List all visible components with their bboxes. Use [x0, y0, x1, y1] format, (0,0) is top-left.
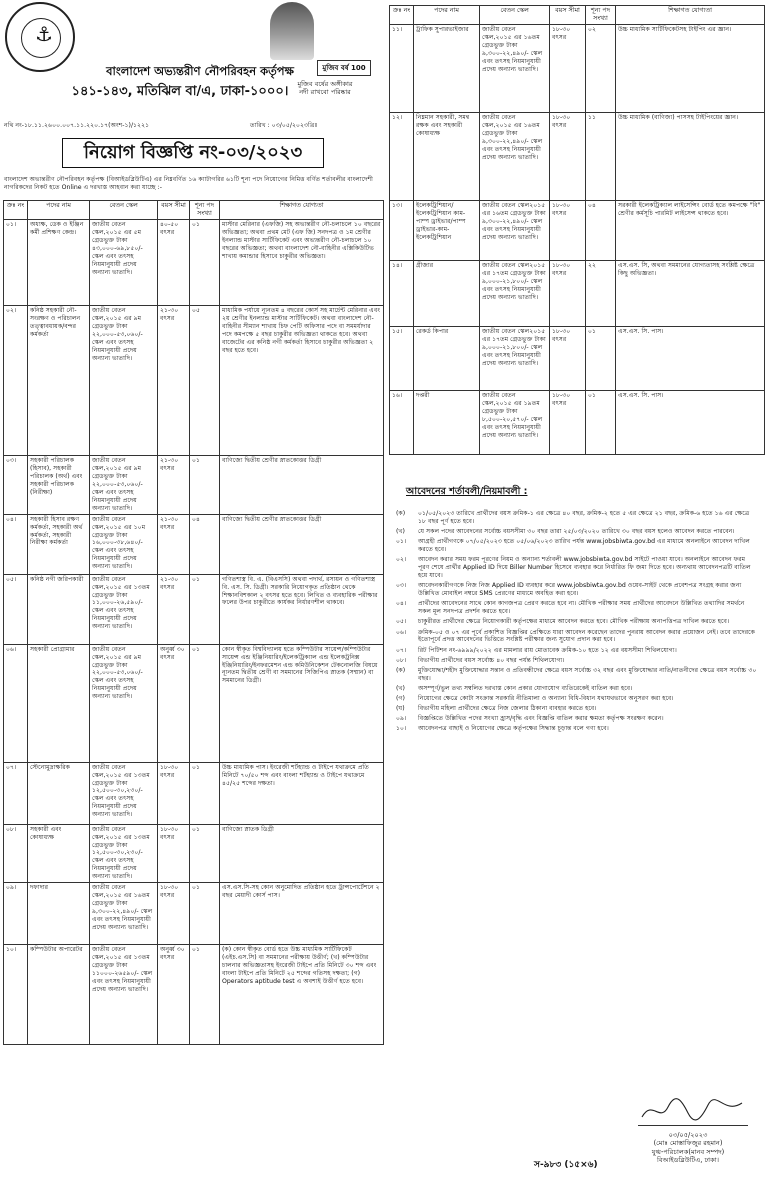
memo-number: নথি নং-১৮.১১.২৬০০.০০৭.১১.২২০.১৭(অংশ-১)/১২২১: [4, 122, 150, 129]
cell-qualification: কোন স্বীকৃত বিশ্ববিদ্যালয় হতে কম্পিউটার সায়েন্স/কম্পিউটার সায়েন্স এন্ড ইঞ্জিনিয়ারিং/ইলেকট্রিক্যাল এন্ড ইলেকট্রনিক্স ইঞ্জিনিয়ারিং/ইনফরমেশন এন্ড কমিউনিকেশন টেকনোলজি বিষয়ে ন্যূনতম দ্বিতীয় শ্রেণী বা সমমানের সিজিপিএ স্নাতক (সম্মান) বা সমমানের ডিগ্রী।: [220, 644, 384, 762]
cell-age: ১৮-৩০ বৎসর: [158, 883, 190, 945]
portrait-image: [270, 2, 314, 60]
table-row: [4, 824, 384, 883]
cell-sl: ১০।: [4, 945, 28, 1045]
organization-name: বাংলাদেশ অভ্যন্তরীণ নৌপরিবহন কর্তৃপক্ষ: [106, 64, 294, 78]
anchor-icon: ⚓: [35, 22, 53, 46]
cell-age: ১৮-৩০ বৎসর: [550, 327, 586, 391]
cell-age: ২১-৩০ বৎসর: [158, 514, 190, 574]
cell-vacancy: ২২: [586, 261, 616, 327]
cell-post: সহকারী প্রোগ্রামার: [28, 644, 90, 762]
header-post: পদের নাম: [414, 6, 480, 25]
condition-text: মুক্তিযোদ্ধা/শহীদ মুক্তিযোদ্ধার সন্তান ও প্রতিবন্ধীদের ক্ষেত্রে বয়স সর্বোচ্চ ৩২ বছর এবং মুক্তিযোদ্ধার নাতি/নাতনীদের ক্ষেত্রে বয়স সর্বোচ্চ ৩০ বছর।: [418, 666, 757, 682]
cell-post: নিম্নমান সহকারী, সমন্ব রক্ষক এবং সহকারী কোষাধ্যক্ষ: [414, 113, 480, 201]
condition-item: [396, 695, 758, 703]
condition-number: (খ): [396, 684, 405, 692]
cell-age: ১৮-৩০ বৎসর: [550, 113, 586, 201]
condition-text: আগ্রহী প্রার্থীগণকে ০৭/০৫/২০২৩ হতে ০৫/০৬/২০২৩ তারিখ পর্যন্ত www.jobsbiwta.gov.bd এর মাধ্যমে অনলাইনে আবেদন দাখিল করতে হবে।: [418, 538, 750, 554]
signatory-designation: যুগ্ম-পরিচালক(মানব সম্পদ): [651, 1147, 725, 1156]
table-row: [390, 327, 765, 391]
condition-number: ০৭।: [396, 646, 407, 654]
header-vacancy: শূন্য পদ সংখ্যা: [190, 201, 220, 220]
cell-age: ২১-৩০ বৎসর: [158, 306, 190, 456]
table-row: [390, 25, 765, 113]
condition-item: [396, 715, 758, 723]
cell-age: ১৮-৩০ বৎসর: [550, 25, 586, 113]
condition-text: আবেদনপত্র বাছাই ও নিয়োগের ক্ষেত্রে কর্তৃপক্ষের সিদ্ধান্ত চূড়ান্ত বলে গণ্য হবে।: [418, 725, 609, 733]
cell-vacancy: ০১: [190, 456, 220, 515]
cell-vacancy: ০৫: [190, 306, 220, 456]
cell-vacancy: ১১: [586, 113, 616, 201]
condition-item: [396, 647, 758, 655]
condition-text: ক্রমিক-০৫ ও ০৭ এর পূর্বে প্রকাশিত বিজ্ঞপ্তির প্রেক্ষিতে যারা আবেদন করেছেন তাদের পুনরায় আবেদন করার প্রয়োজন নেই। তবে তাদেরকে ইতোপূর্বে প্রদত্ত আবেদনের ভিত্তিতে সংশ্লিষ্ট পরীক্ষার জন্য সুযোগ প্রদান করা হবে।: [418, 628, 755, 644]
cell-post: দফাদার: [28, 883, 90, 945]
table-row: [4, 644, 384, 762]
cell-qualification: বাণিজ্যে দ্বিতীয় শ্রেণীর স্নাতকোত্তর ডিগ্রী: [220, 456, 384, 515]
table-row: [4, 220, 384, 306]
cell-scale: জাতীয় বেতন স্কেল,২০১৫ এর ৯ম গ্রেডভুক্ত টাকা ২২,০০০-৫৩,০৬০/- স্কেল এবং তৎসহ নিয়মানুযায়ী প্রদেয় অন্যান্য ভাতাদি।: [90, 644, 158, 762]
condition-number: (গ): [396, 695, 405, 702]
condition-text: আবেদনকারীগণকে নিজ নিজ Applied ID ব্যবহার করে www.jobsbiwta.gov.bd ওয়েব-সাইট থেকে প্রবেশপত্র সংগ্রহ করার জন্য উল্লিখিত মোবাইল নম্বরে SMS প্রেরণের মাধ্যমে অবহিত করা হবে।: [418, 582, 742, 598]
cell-post: রেকর্ড কিপার: [414, 327, 480, 391]
cell-post: ট্রাফিক সুপারভাইজার: [414, 25, 480, 113]
cell-qualification: উচ্চ মাধ্যমিক (বাণিজ্য) পাসসহ টাইপিংয়ের জ্ঞান।: [616, 113, 765, 201]
cell-scale: জাতীয় বেতন স্কেল,২০১৫ এর ৯ম গ্রেডভুক্ত টাকা ২২,০০০-৫৩,০৬০/- স্কেল এবং তৎসহ নিয়মানুযায়ী প্রদেয় অন্যান্য ভাতাদি।: [90, 456, 158, 515]
condition-text: আবেদন করার সময় ফরম পূরণের নিয়ম ও অন্যান্য শর্তাবলী www.jobsbiwta.gov.bd সাইটে পাওয়া যাবে। অনলাইনে আবেদন ফরম পূরণ শেষে প্রার্থীর Applied ID দিয়ে Biller Number হিসেবে ব্যবহার করে নির্ধারিত ফি জমা দিতে হবে। অন্যথায় আবেদনপত্রটি বাতিল হয়ে যাবে।: [418, 556, 751, 580]
cell-scale: জাতীয় বেতন স্কেল,২০১৫ এর ১৩তম গ্রেডভুক্ত টাকা ১২,৫০০-৩০,২৩০/- স্কেল এবং তৎসহ নিয়মানুযায়ী প্রদেয় অন্যান্য ভাতাদি।: [90, 824, 158, 883]
cell-post: ইলেকট্রিশিয়ান/ইলেকট্রিশিয়ান কাম-পাম্প ড্রাইভার/পাম্প ড্রাইভার-কাম-ইলেকট্রিশিয়ান: [414, 201, 480, 261]
condition-text: চাকুরীরত প্রার্থীদের ক্ষেত্রে নিয়োগকারী কর্তৃপক্ষের মাধ্যমে আবেদন করতে হবে। মৌখিক পরীক্ষায় অনাপত্তিপত্র দাখিল করতে হবে।: [418, 618, 730, 626]
cell-vacancy: ০৪: [190, 514, 220, 574]
cell-sl: ১১।: [390, 25, 414, 113]
condition-item: [396, 725, 758, 733]
condition-number: ০৬।: [396, 628, 407, 636]
table-row: [4, 306, 384, 456]
cell-age: ২১-৩০ বৎসর: [158, 456, 190, 515]
cell-post: গ্রীজার: [414, 261, 480, 327]
condition-number: (ঘ): [396, 705, 405, 713]
condition-text: বিভাগীয় প্রার্থীদের বয়স সর্বোচ্চ ৪০ বছর পর্যন্ত শিথিলযোগ্য।: [418, 656, 565, 664]
table-row: [390, 201, 765, 261]
cell-age: ১৮-৩০ বৎসর: [550, 391, 586, 455]
cell-vacancy: ০১: [190, 883, 220, 945]
cell-scale: জাতীয় বেতন স্কেল,২০১৫ এর ১৬তম গ্রেডভুক্ত টাকা ৯,৩০০-২২,৪৯০/- স্কেল এবং তৎসহ নিয়মানুযায়ী প্রদেয় অন্যান্য ভাতাদি।: [90, 883, 158, 945]
cell-scale: জাতীয় বেতন স্কেল২০১৫ এর ১৭তম গ্রেডভুক্ত টাকা ৯,০০০-২১,৮০০/- স্কেল এবং তৎসহ নিয়মানুযায়ী প্রদেয় অন্যান্য ভাতাদি।: [480, 261, 550, 327]
cell-age: অনুর্ধ্ব ৩০ বৎসর: [158, 945, 190, 1045]
cell-post: স্টেনোমুদ্রাক্ষরিক: [28, 762, 90, 824]
cell-sl: ০৪।: [4, 514, 28, 574]
condition-text: অসম্পূর্ণ/ভুল তথ্য সম্বলিত দরখাস্ত কোন প্রকার যোগাযোগ ব্যতিরেকেই বাতিল করা হবে।: [418, 684, 633, 692]
cell-sl: ১৩।: [390, 201, 414, 261]
cell-sl: ০৩।: [4, 456, 28, 515]
slogan-line2: নদী রাখবো পরিষ্কার: [299, 88, 351, 97]
header-qualification: শিক্ষাগত যোগ্যতা: [616, 6, 765, 25]
condition-item: [396, 510, 758, 526]
table-row: [390, 113, 765, 201]
conditions-list: [396, 510, 758, 736]
condition-number: (ক): [396, 510, 406, 517]
cell-qualification: উচ্চ মাধ্যমিক সার্টিফিকেটসহ টাইপিং এর জ্ঞান।: [616, 25, 765, 113]
cell-vacancy: ০১: [190, 574, 220, 644]
ad-reference: স-৯৮৩ (১৫×৬): [534, 1160, 598, 1170]
cell-vacancy: ০১: [190, 824, 220, 883]
cell-scale: জাতীয় বেতন স্কেল২০১৫ এর ১৬তম গ্রেডভুক্ত টাকা ৯,৩০০-২২,৪৯০/- স্কেল এবং তৎসহ নিয়মানুযায়ী প্রদেয় অন্যান্য ভাতাদি।: [480, 201, 550, 261]
signature-scrawl: [638, 1095, 748, 1126]
cell-age: ৪০-৫০ বৎসর: [158, 220, 190, 306]
condition-number: ০৪।: [396, 600, 407, 608]
condition-item: [396, 629, 758, 645]
cell-vacancy: ০১: [586, 391, 616, 455]
cell-post: অধ্যক্ষ, ডেক ও ইঞ্জিন কর্মী প্রশিক্ষণ কেন্দ্র।: [28, 220, 90, 306]
signatory-org: বিআইডব্লিউটিএ, ঢাকা।: [657, 1156, 719, 1165]
slogan-line1: মুজিব বর্ষের অঙ্গীকার: [297, 80, 353, 88]
cell-age: ২১-৩০ বৎসর: [158, 574, 190, 644]
cell-age: ১৮-৩০ বৎসর: [550, 201, 586, 261]
vacancy-table-right: [389, 5, 765, 455]
cell-vacancy: ০১: [190, 644, 220, 762]
intro-text: বাংলাদেশ অভ্যন্তরীণ নৌপরিবহন কর্তৃপক্ষ (বিআইডব্লিউটিএ) এর নিম্নবর্ণিত ১৬ ক্যাটাগরির ৬১টি শূন্য পদে নিয়োগের নিমিত্ত বর্ণিত শর্তাবলীর বাংলাদেশী নাগরিকদের নিকট হতে Online এ দরখাস্ত আহবান করা যাচ্ছে :-: [4, 176, 373, 191]
cell-post: কনিষ্ঠ নগী জরিপকারী: [28, 574, 90, 644]
condition-item: [396, 538, 758, 554]
signature-date: ০৩/০৫/২০২৩: [668, 1131, 708, 1139]
table-header-row: [390, 6, 765, 25]
cell-scale: জাতীয় বেতন স্কেল,২০১৫ এর ১৬তম গ্রেডভুক্ত টাকা ৯,৩০০-২২,৪৯০/- স্কেল এবং তৎসহ নিয়মানুযায়ী প্রদেয় অন্যান্য ভাতাদি।: [480, 113, 550, 201]
cell-scale: জাতীয় বেতন স্কেল,২০১৫ এর ৫ম গ্রেডভুক্ত টাকা ৪৩,০০০-৬৯,৮৫০/- স্কেল এবং তৎসহ নিয়মানুযায়ী প্রদেয় অন্যান্য ভাতাদি।: [90, 220, 158, 306]
cell-sl: ১৪।: [390, 261, 414, 327]
condition-text: বিভাগীয় মহিলা প্রার্থীদের ক্ষেত্রে নিজ জেলার ঠিকানা ব্যবহার করতে হবে।: [418, 705, 597, 713]
cell-qualification: গণিতশাস্ত্র বি. এ. (বিএসসি) অথবা পদার্থ, রসায়ন ও গণিতশাস্ত্র বি. এস. সি. ডিগ্রী। সরকারি নিয়োগকৃত প্রতিষ্ঠান থেকে শিক্ষানবিশকাল ২ বৎসর হতে হবে। লিখিত ও ব্যবহারিক পরীক্ষার ফলের উপর চাকুরীতে কার্যকর নির্ধারণশীল থাকবে।: [220, 574, 384, 644]
condition-item: [396, 600, 758, 616]
header-qualification: শিক্ষাগত যোগ্যতা: [220, 201, 384, 220]
condition-number: ০৫।: [396, 618, 407, 626]
signatory-name: (মোঃ মোস্তাফিজুর রহমান): [653, 1139, 723, 1148]
cell-qualification: বাণিজ্যে স্নাতক ডিগ্রী: [220, 824, 384, 883]
cell-scale: জাতীয় বেতন স্কেল,২০১৫ এর ১৬তম গ্রেডভুক্ত টাকা ৯,৩০০-২২,৪৯০/- স্কেল এবং তৎসহ নিয়মানুযায়ী প্রদেয় অন্যান্য ভাতাদি।: [480, 25, 550, 113]
signature-text: [618, 1131, 758, 1165]
table-row: [4, 456, 384, 515]
cell-vacancy: ০১: [586, 327, 616, 391]
cell-post: সহকারী পরিচালক (হিসাব), সহকারী পরিচালক (অর্থ) এবং সহকারী পরিচালক (নিরীক্ষা): [28, 456, 90, 515]
cell-post: দপ্তরী: [414, 391, 480, 455]
table-row: [4, 883, 384, 945]
cell-qualification: (ক) কোন স্বীকৃত বোর্ড হতে উচ্চ মাধ্যমিক সার্টিফিকেট (এইচ.এস.সি) বা সমমানের পরীক্ষায় উত্তীর্ণ; (খ) কম্পিউটার চালনার অভিজ্ঞতাসহ ইংরেজী টাইপে প্রতি মিনিটে ৩০ শব্দ এবং বাংলা টাইপে প্রতি মিনিটে ২৫ শব্দের গতিসহ দক্ষতা; (গ) Operators aptitude test এ অবশ্যই উত্তীর্ণ হতে হবে।: [220, 945, 384, 1045]
notice-title: নিয়োগ বিজ্ঞপ্তি নং-০৩/২০২৩: [62, 138, 324, 168]
table-row: [390, 261, 765, 327]
table-row: [390, 391, 765, 455]
cell-scale: জাতীয় বেতন স্কেল,২০১৫ এর ১০ম গ্রেডভুক্ত টাকা ১৬,০০০-৩৮,৬৪০/- স্কেল এবং তৎসহ নিয়মানুযায়ী প্রদেয় অন্যান্য ভাতাদি।: [90, 514, 158, 574]
condition-number: ০৩।: [396, 582, 407, 590]
header-sl: ক্রঃ নং: [4, 201, 28, 220]
cell-sl: ১৫।: [390, 327, 414, 391]
cell-qualification: এস.এস. সি, অথবা সমমানের যোগ্যতাসহ সংশ্লিষ্ট ক্ষেত্রে কিছু অভিজ্ঞতা।: [616, 261, 765, 327]
condition-item: [396, 582, 758, 598]
condition-text: যে সকল পদের আবেদনের সর্বোচ্চ বয়সসীমা ৩০ বছর তারা ২৫/০৩/২০২০ তারিখে ৩০ বছর বয়স হলেও আবেদন করতে পারবেন।: [418, 528, 735, 536]
cell-vacancy: ০২: [586, 25, 616, 113]
cell-age: ১৮-৩০ বৎসর: [158, 824, 190, 883]
cell-vacancy: ০১: [190, 220, 220, 306]
cell-qualification: এস.এস. সি. পাস।: [616, 327, 765, 391]
condition-number: ০৯।: [396, 715, 407, 723]
condition-item: [396, 618, 758, 626]
cell-qualification: উচ্চ মাধ্যমিক পাস। ইংরেজী শর্টহ্যান্ড ও টাইপে যথাক্রমে প্রতি মিনিটে ৭০/৫০ শব্দ এবং বাংলা শর্টহ্যান্ড ও টাইপে যথাক্রমে ৪৫/২৫ শব্দের দক্ষতা।: [220, 762, 384, 824]
cell-scale: জাতীয় বেতন স্কেল,২০১৫ এর ১৯তম গ্রেডভুক্ত টাকা ৮,৫০০-২০,৫৭০/- স্কেল এবং তৎসহ নিয়মানুযায়ী প্রদেয় অন্যান্য ভাতাদি।: [480, 391, 550, 455]
cell-age: ১৮-৩০ বৎসর: [158, 762, 190, 824]
header-vacancy: শূন্য পদ সংখ্যা: [586, 6, 616, 25]
cell-sl: ০১।: [4, 220, 28, 306]
cell-scale: জাতীয় বেতন স্কেল,২০১৫ এর ১৩তম গ্রেডভুক্ত টাকা ১১,০০০-২৬,৫৯০/- স্কেল এবং তৎসহ নিয়মানুযায়ী প্রদেয় অন্যান্য ভাতাদি।: [90, 574, 158, 644]
cell-qualification: এস.এস.সি-সহ কোন অনুমোদিত প্রতিষ্ঠান হতে ট্রান্সপোর্টেশনে ২ বছর মেয়াদী কোর্স পাস।: [220, 883, 384, 945]
memo-date: তারিখ : ০৩/০৫/২০২৩খ্রিঃ: [250, 122, 318, 129]
condition-text: ০১/০৫/২০২৩ তারিখে প্রার্থীদের বয়স ক্রমিক-১ এর ক্ষেত্রে ৪০ বছর, ক্রমিক-২ হতে ৫ এর ক্ষেত্রে ২১ বছর, ক্রমিক-৬ হতে ১৬ এর ক্ষেত্রে ১৮ বছর পূর্ণ হতে হবে।: [418, 510, 750, 525]
cell-vacancy: ০১: [190, 762, 220, 824]
cell-qualification: এস.এস. সি. পাস।: [616, 391, 765, 455]
condition-number: ০১।: [396, 538, 407, 546]
organization-address: ১৪১-১৪৩, মতিঝিল বা/এ, ঢাকা-১০০০।: [71, 84, 289, 99]
header-sl: ক্রঃ নং: [390, 6, 414, 25]
condition-number: (ক): [396, 666, 406, 674]
cell-post: কনিষ্ঠ সহকারী নৌ-সংরক্ষণ ও পরিচালন তত্ত্বাবধায়ক/বন্দর কর্মকর্তা: [28, 306, 90, 456]
cell-scale: জাতীয় বেতন স্কেল,২০১৫ এর ৯ম গ্রেডভুক্ত টাকা ২২,০০০-৫৩,০৬০/- স্কেল এবং তৎসহ নিয়মানুযায়ী প্রদেয় অন্যান্য ভাতাদি।: [90, 306, 158, 456]
cell-qualification: মাধ্যমিক পর্যায়ে ন্যূনতম ৪ বছরের কোর্স সহ মার্চেন্ট মেরিনার এবং ২য় শ্রেণীর ইনল্যান্ড মাস্টার সার্টিফিকেট। অথবা বাংলাদেশ নৌ-বাহিনীর সীম্যান শাখায় চিফ পেটি অফিসার পদে বা সমমর্যাদার পদে কমপক্ষে ৫ বছর চাকুরীর অভিজ্ঞতা থাকতে হবে। অথবা বাজেটের এর কনিষ্ঠ নগী কর্মকর্তা হিসাবে চাকুরীর অভিজ্ঞতা ২ বছর হতে হবে।: [220, 306, 384, 456]
cell-sl: ০২।: [4, 306, 28, 456]
condition-text: রিট পিটিশন নং-৬৯৯৯/২০২২ এর মামলার রায় মোতাবেক ক্রমিক-১০ হতে ১২ এর বয়সসীমা শিথিলযোগ্য।: [418, 646, 677, 654]
mujib-borsho-logo: মুজিব বর্ষ 100: [317, 60, 371, 76]
condition-number: ১০।: [396, 725, 407, 733]
cell-sl: ০৭।: [4, 762, 28, 824]
cell-vacancy: ০১: [190, 945, 220, 1045]
right-column: [386, 0, 768, 1182]
vacancy-table-left: [3, 200, 384, 1045]
cell-sl: ০৫।: [4, 574, 28, 644]
header-age: বয়স সীমা: [550, 6, 586, 25]
table-row: [4, 762, 384, 824]
condition-item: [396, 685, 758, 693]
condition-item: [396, 667, 758, 683]
cell-post: কম্পিউটার অপারেটর: [28, 945, 90, 1045]
condition-item: [396, 556, 758, 580]
biwta-logo: [5, 2, 75, 72]
cell-qualification: সরকারী ইলেকট্রিক্যাল লাইসেন্সিং বোর্ড হতে কমপক্ষে "বি" শ্রেণীর কর্মসূচি পারমিট লাইসেন্স থাকতে হবে।: [616, 201, 765, 261]
header-scale: বেতন স্কেল: [90, 201, 158, 220]
condition-number: (খ): [396, 528, 405, 536]
cell-vacancy: ০৪: [586, 201, 616, 261]
cell-sl: ০৬।: [4, 644, 28, 762]
cell-sl: ০৯।: [4, 883, 28, 945]
cell-scale: জাতীয় বেতন স্কেল,২০১৫ এর ১৩তম গ্রেডভুক্ত টাকা ১২,৫০০-৩০,২৩০/- স্কেল এবং তৎসহ নিয়মানুযায়ী প্রদেয় অন্যান্য ভাতাদি।: [90, 762, 158, 824]
condition-text: বিজ্ঞপ্তিতে উল্লিখিত পদের সংখ্যা হ্রাস/বৃদ্ধি এবং বিজ্ঞপ্তি বাতিল করার ক্ষমতা কর্তৃপক্ষ সংরক্ষণ করেন।: [418, 715, 664, 723]
condition-number: ০২।: [396, 556, 407, 564]
condition-item: [396, 657, 758, 665]
cell-age: ১৮-৩০ বৎসর: [550, 261, 586, 327]
cell-sl: ০৮।: [4, 824, 28, 883]
table-header-row: [4, 201, 384, 220]
header-age: বয়স সীমা: [158, 201, 190, 220]
cell-qualification: মাস্টার মেরিনার (এফজি) সহ অভ্যন্তরীণ নৌ-চলাচলে ১০ বছরের অভিজ্ঞতা; অথবা প্রথম মেট (এফ জি) সনদপত্র ও ১ম শ্রেণীর ইনল্যান্ড মাস্টার সার্টিফিকেট এবং অভ্যন্তরীণ নৌ-চলাচলে ১০ বছরের অভিজ্ঞতা; অথবা বাংলাদেশ নৌ-বাহিনীর এক্সিকিউটিভ শাখায় কমান্ডার হিসাবে চাকুরীর অভিজ্ঞতা।: [220, 220, 384, 306]
cell-post: সহকারী এবং কোষাধ্যক্ষ: [28, 824, 90, 883]
header: [0, 0, 385, 118]
cell-qualification: বাণিজ্যে দ্বিতীয় শ্রেণীর স্নাতকোত্তর ডিগ্রী: [220, 514, 384, 574]
cell-sl: ১২।: [390, 113, 414, 201]
condition-item: [396, 705, 758, 713]
cell-scale: জাতীয় বেতন স্কেল,২০১৫ এর ১৩তম গ্রেডভুক্ত টাকা ১১০০০-২৬৫৯০/- স্কেল এবং তৎসহ নিয়মানুযায়ী প্রদেয় অন্যান্য ভাতাদি।: [90, 945, 158, 1045]
table-row: [4, 514, 384, 574]
condition-item: [396, 528, 758, 536]
cell-scale: জাতীয় বেতন স্কেল২০১৫ এর ১৭তম গ্রেডভুক্ত টাকা ৯,০০০-২১,৮০০/- স্কেল এবং তৎসহ নিয়মানুযায়ী প্রদেয় অন্যান্য ভাতাদি।: [480, 327, 550, 391]
table-row: [4, 574, 384, 644]
header-post: পদের নাম: [28, 201, 90, 220]
condition-text: নিয়োগের ক্ষেত্রে কোটা সংক্রান্ত সরকারি নীতিমালা ও অন্যান্য বিধি-বিধান যথাযথভাবে অনুসরণ করা হবে।: [418, 695, 674, 702]
cell-post: সহকারী হিসাব রক্ষণ কর্মকর্তা, সহকারী অর্থ কর্মকর্তা, সহকারী নিরীক্ষা কর্মকর্তা: [28, 514, 90, 574]
header-scale: বেতন স্কেল: [480, 6, 550, 25]
table-row: [4, 945, 384, 1045]
condition-text: প্রার্থীদের আবেদনের সাথে কোন কাগজপত্র প্রেরণ করতে হবে না। মৌখিক পরীক্ষার সময় প্রার্থীদের আবেদনে উল্লিখিত তথ্যাদির সমর্থনে সকল মূল সনদপত্র প্রদর্শন করতে হবে।: [418, 600, 745, 616]
condition-number: ০৮।: [396, 656, 407, 664]
conditions-title: আবেদনের শর্তাবলী/নিয়মাবলী :: [406, 486, 528, 497]
cell-age: অনুর্ধ্ব ৩০ বৎসর: [158, 644, 190, 762]
cell-sl: ১৬।: [390, 391, 414, 455]
